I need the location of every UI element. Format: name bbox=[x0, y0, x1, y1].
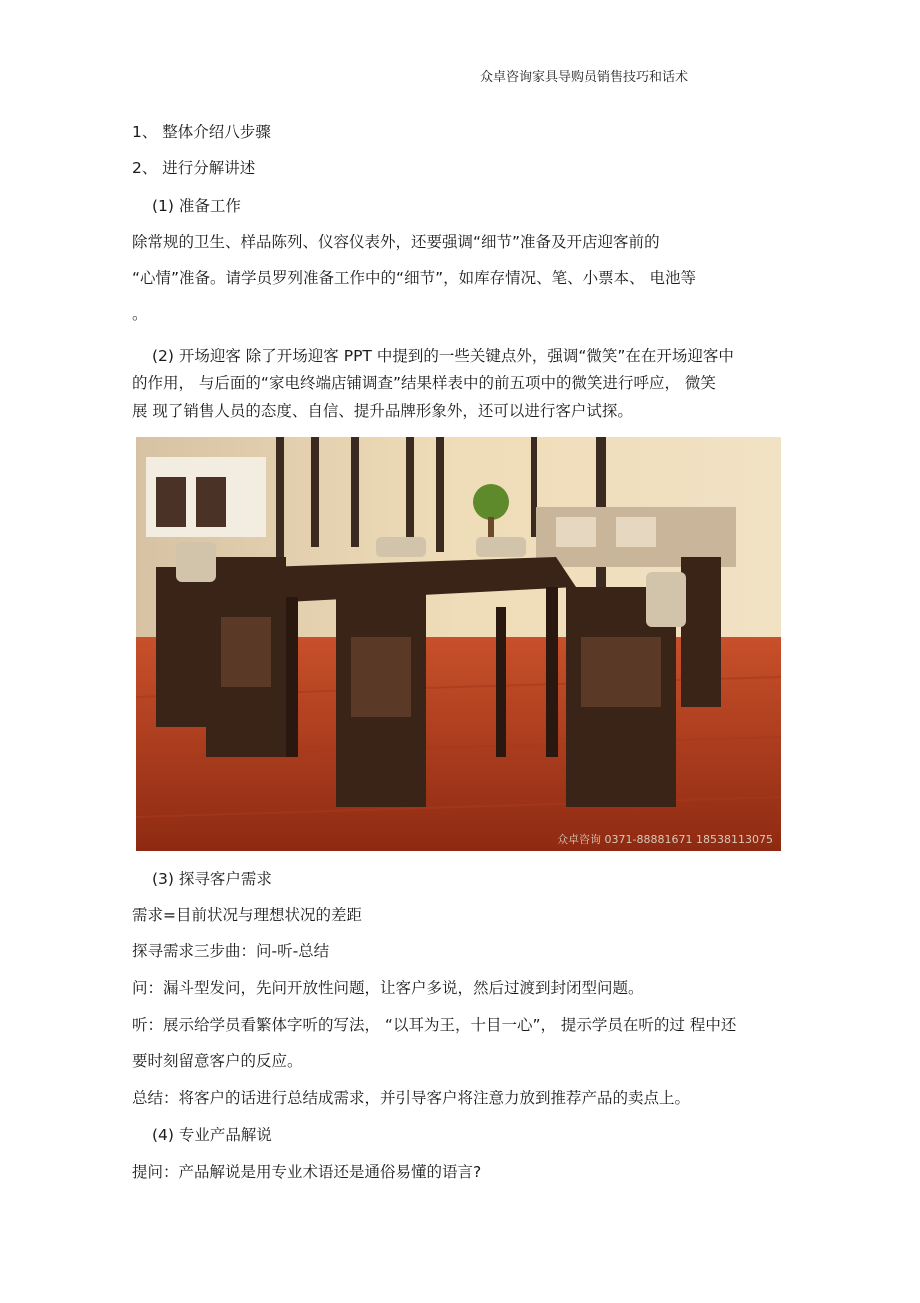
section-heading-4: (4) 专业产品解说 bbox=[152, 1126, 272, 1144]
section-heading-3: (3) 探寻客户需求 bbox=[152, 870, 272, 888]
paragraph-line: (2) 开场迎客 除了开场迎客 PPT 中提到的一些关键点外，强调“微笑”在在开场迎客中 bbox=[152, 347, 734, 365]
paragraph-line: 听：展示给学员看繁体字听的写法， “以耳为王，十目一心”， 提示学员在听的过 程中还 bbox=[132, 1016, 737, 1034]
furniture-photo bbox=[136, 437, 781, 851]
list-item-1: 1、 整体介绍八步骤 bbox=[132, 123, 271, 141]
paragraph-line: 的作用， 与后面的“家电终端店铺调查”结果样表中的前五项中的微笑进行呼应， 微笑 bbox=[132, 374, 716, 392]
section-heading-1: (1) 准备工作 bbox=[152, 197, 241, 215]
paragraph-line: 提问：产品解说是用专业术语还是通俗易懂的语言? bbox=[132, 1163, 482, 1181]
paragraph-line: 除常规的卫生、样品陈列、仪容仪表外，还要强调“细节”准备及开店迎客前的 bbox=[132, 233, 660, 251]
paragraph-line: 总结：将客户的话进行总结成需求，并引导客户将注意力放到推荐产品的卖点上。 bbox=[132, 1089, 691, 1107]
paragraph-line: 展 现了销售人员的态度、自信、提升品牌形象外，还可以进行客户试探。 bbox=[132, 402, 633, 420]
list-item-2: 2、 进行分解讲述 bbox=[132, 159, 256, 177]
paragraph-line: 探寻需求三步曲：问-听-总结 bbox=[132, 942, 330, 960]
photo-watermark: 众卓咨询 0371-88881671 18538113075 bbox=[557, 833, 773, 846]
paragraph-line: 需求=目前状况与理想状况的差距 bbox=[132, 906, 362, 924]
paragraph-line: 要时刻留意客户的反应。 bbox=[132, 1052, 303, 1070]
paragraph-line: “心情”准备。请学员罗列准备工作中的“细节”，如库存情况、笔、小票本、 电池等 bbox=[132, 269, 697, 287]
paragraph-line: 问：漏斗型发问，先问开放性问题，让客户多说，然后过渡到封闭型问题。 bbox=[132, 979, 644, 997]
page-header: 众卓咨询家具导购员销售技巧和话术 bbox=[480, 70, 689, 85]
paragraph-line: 。 bbox=[132, 305, 148, 323]
